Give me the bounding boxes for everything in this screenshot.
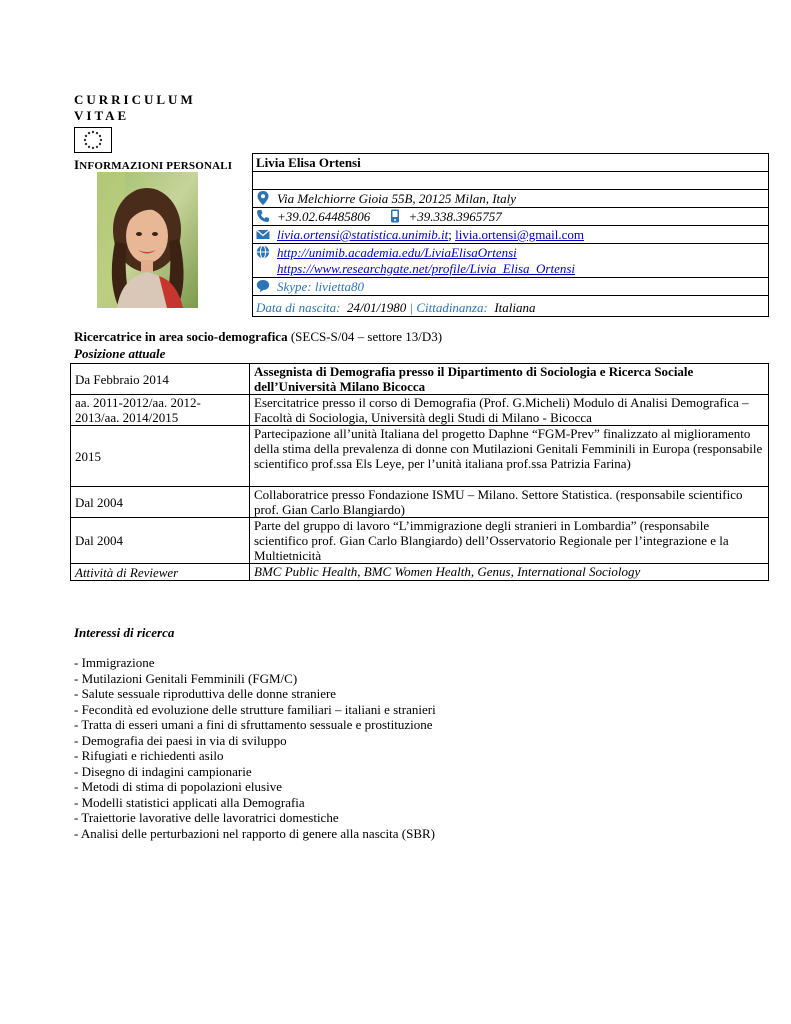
list-item: - Analisi delle perturbazioni nel rapporto di genere alla nascita (SBR) bbox=[74, 825, 435, 841]
role-sector: (SECS-S/04 – settore 13/D3) bbox=[287, 329, 443, 344]
cv-title-line1: CURRICULUM bbox=[74, 92, 196, 107]
list-item: - Immigrazione bbox=[74, 655, 155, 670]
list-item: - Tratta di esseri umani a fini di sfruttamento sessuale e prostituzione bbox=[74, 717, 433, 732]
experience-desc: Collaboratrice presso Fondazione ISMU – Milano. Settore Statistica. (responsabile scientifico prof. Gian Carlo Blangiardo) bbox=[250, 487, 769, 518]
section-label-personal-info bbox=[74, 157, 232, 173]
birth-row: Data di nascita: 24/01/1980 | Cittadinanza: Italiana bbox=[253, 296, 769, 317]
table-row bbox=[71, 364, 769, 395]
table-row bbox=[71, 426, 769, 487]
experience-date: Dal 2004 bbox=[71, 518, 250, 564]
citizenship-value: Italiana bbox=[494, 300, 536, 315]
birth-label: Data di nascita: bbox=[256, 300, 341, 315]
section-label-initial: I bbox=[74, 157, 80, 172]
full-name: Livia Elisa Ortensi bbox=[253, 154, 769, 172]
email-row bbox=[253, 226, 769, 244]
table-row bbox=[71, 564, 769, 581]
list-item: - Salute sessuale riproduttiva delle donne straniere bbox=[74, 686, 337, 701]
experience-date: aa. 2011-2012/aa. 2012-2013/aa. 2014/2015 bbox=[71, 395, 250, 426]
phone-row bbox=[253, 208, 769, 226]
experience-desc: BMC Public Health, BMC Women Health, Genus, International Sociology bbox=[250, 564, 769, 581]
experience-desc: Esercitatrice presso il corso di Demografia (Prof. G.Micheli) Modulo di Analisi Demografica – Facoltà di Sociologia, Università degli Studi di Milano - Bicocca bbox=[250, 395, 769, 426]
email-link-work[interactable]: livia.ortensi@statistica.unimib.it bbox=[277, 227, 449, 242]
eu-flag-logo bbox=[74, 127, 112, 153]
list-item: - Rifugiati e richiedenti asilo bbox=[74, 748, 224, 763]
mobile-text: +39.338.3965757 bbox=[408, 209, 502, 224]
list-item: - Modelli statistici applicati alla Demografia bbox=[74, 794, 305, 810]
birth-value: 24/01/1980 bbox=[347, 300, 407, 315]
section-label-rest: NFORMAZIONI PERSONALI bbox=[79, 160, 233, 172]
research-interests-title: Interessi di ricerca bbox=[74, 625, 175, 640]
spacer-row bbox=[253, 172, 769, 190]
skype-row bbox=[253, 278, 769, 296]
experience-desc: Partecipazione all’unità Italiana del progetto Daphne “FGM-Prev” finalizzato al miglioramento della stima della prevalenza di donne con Mutilazioni Genitali Femminili in Europa (responsabile scientifico prof.ssa Els Leye, per l’unità italiana prof.ssa Patrizia Farina) bbox=[250, 426, 769, 487]
profile-photo bbox=[97, 172, 198, 308]
address-text: Via Melchiorre Gioia 55B, 20125 Milan, Italy bbox=[277, 191, 517, 206]
phone-icon bbox=[256, 209, 270, 223]
experience-date: 2015 bbox=[71, 426, 250, 487]
email-link-personal[interactable]: livia.ortensi@gmail.com bbox=[455, 227, 585, 242]
speech-bubble-icon bbox=[256, 279, 270, 293]
experience-table bbox=[70, 363, 769, 581]
list-item: - Traiettorie lavorative delle lavoratrici domestiche bbox=[74, 810, 339, 825]
personal-info-table bbox=[252, 153, 769, 317]
list-item: - Demografia dei paesi in via di sviluppo bbox=[74, 732, 287, 748]
citizenship-label: Cittadinanza: bbox=[416, 300, 488, 315]
list-item: - Metodi di stima di popolazioni elusive bbox=[74, 779, 282, 794]
table-row bbox=[71, 518, 769, 564]
skype-text: Skype: livietta80 bbox=[277, 279, 364, 294]
current-position-label: Posizione attuale bbox=[74, 346, 166, 361]
academia-link[interactable]: http://unimib.academia.edu/LiviaElisaOrtensi bbox=[277, 245, 517, 260]
current-role bbox=[74, 329, 442, 345]
email-envelope-icon bbox=[256, 227, 270, 241]
research-interests-list bbox=[74, 655, 436, 841]
table-row bbox=[71, 395, 769, 426]
list-item: - Disegno di indagini campionarie bbox=[74, 763, 252, 779]
experience-desc: Parte del gruppo di lavoro “L’immigrazione degli stranieri in Lombardia” (responsabile scientifico prof. Gian Carlo Blangiardo) dell’Osservatorio Regionale per l’integrazione e la Multietnicità bbox=[250, 518, 769, 564]
web-row bbox=[253, 244, 769, 278]
researchgate-link[interactable]: https://www.researchgate.net/profile/Livia_Elisa_Ortensi bbox=[277, 261, 576, 276]
list-item: - Mutilazioni Genitali Femminili (FGM/C) bbox=[74, 670, 298, 686]
mobile-phone-icon bbox=[388, 209, 402, 223]
cv-title-line2: VITAE bbox=[74, 108, 130, 123]
role-title: Ricercatrice in area socio-demografica bbox=[74, 329, 288, 344]
email-separator: ; bbox=[448, 227, 452, 242]
cv-title bbox=[74, 92, 196, 124]
experience-date: Attività di Reviewer bbox=[71, 564, 250, 581]
location-pin-icon bbox=[256, 191, 270, 205]
list-item: - Fecondità ed evoluzione delle strutture familiari – italiani e stranieri bbox=[74, 701, 436, 717]
address-row bbox=[253, 190, 769, 208]
globe-icon bbox=[256, 245, 270, 259]
experience-desc: Assegnista di Demografia presso il Dipartimento di Sociologia e Ricerca Sociale dell’Università Milano Bicocca bbox=[250, 364, 769, 395]
experience-date: Dal 2004 bbox=[71, 487, 250, 518]
experience-date: Da Febbraio 2014 bbox=[71, 364, 250, 395]
phone-text: +39.02.64485806 bbox=[277, 209, 371, 224]
table-row bbox=[71, 487, 769, 518]
